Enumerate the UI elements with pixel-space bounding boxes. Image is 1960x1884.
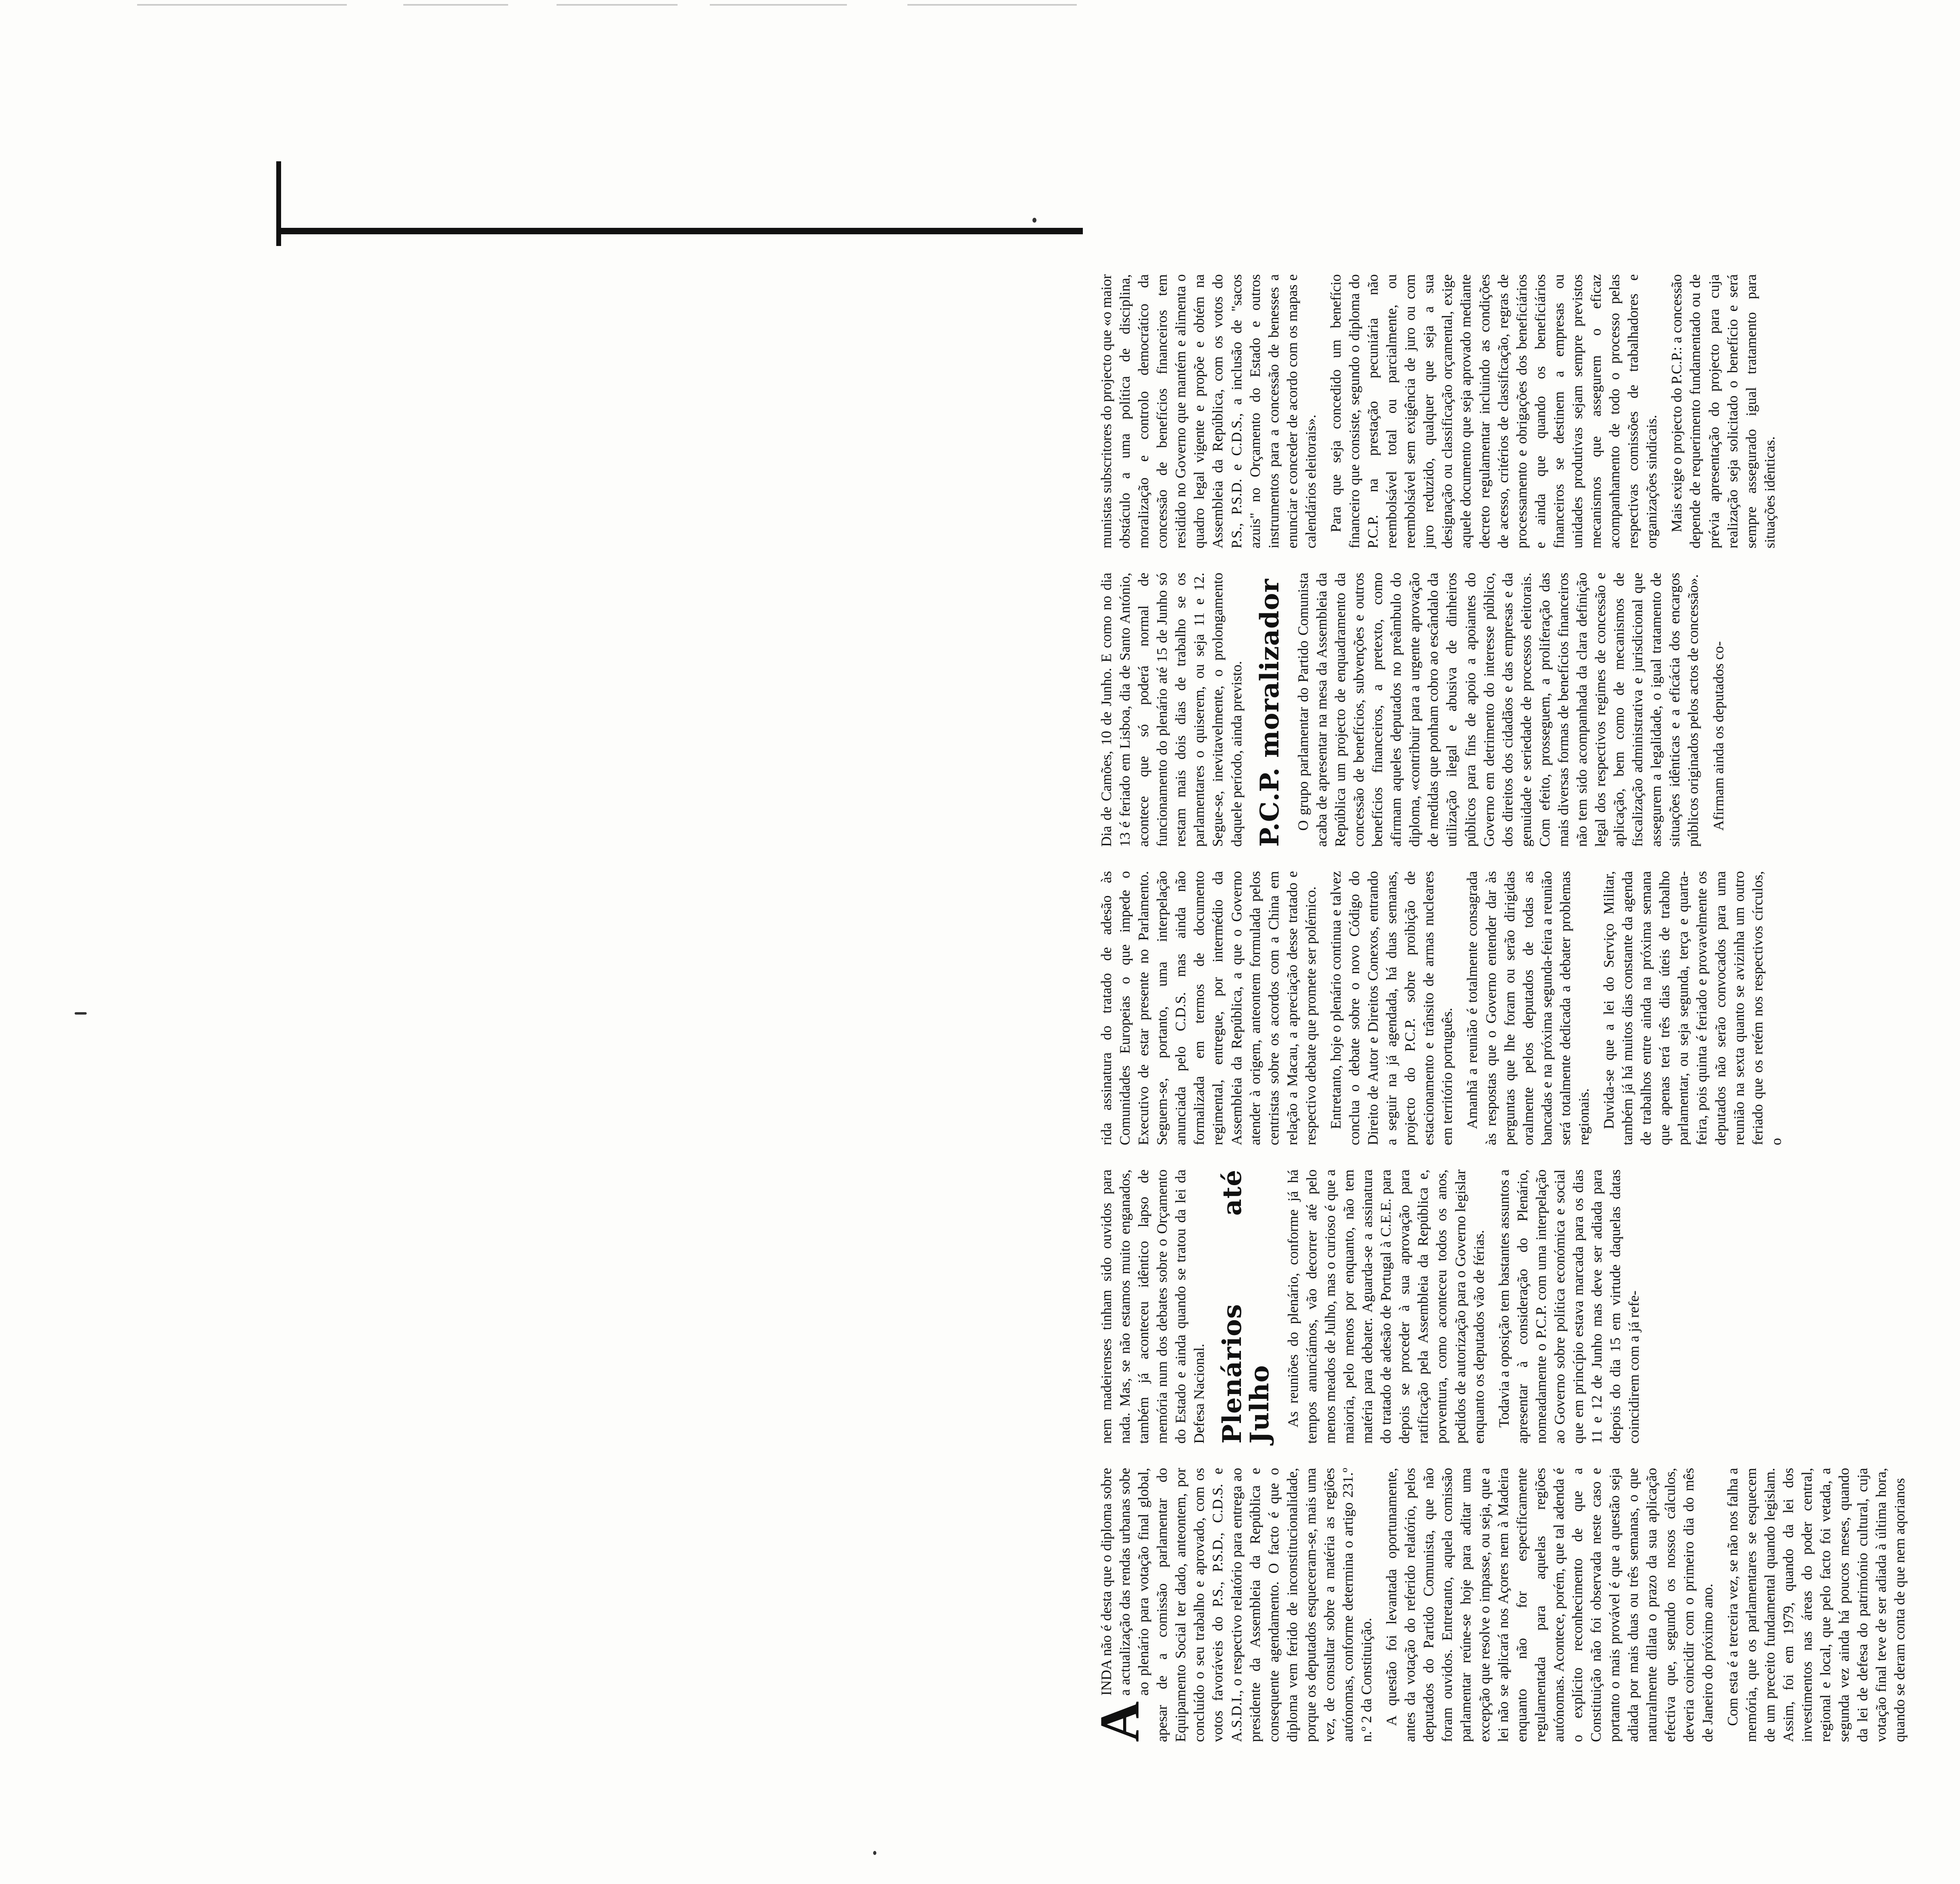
paragraph: Para que seja concedido um benefício financeiro que consiste, segundo o diploma do P.C.P. na prestação pecuniária não reembolsável total ou parcialmente, ou reembolsável sem exigência de juro ou com juro reduzido, qualquer que seja a sua designação ou classificação orçamental, exige aquele documento que seja aprovado mediante decreto regulamentar incluindo as condições de acesso, critérios de classificação, regras de processamento e obrigações dos beneficiários e ainda que quando os beneficiários financeiros se destinem a empresas ou unidades produtivas sejam sempre previstos mecanismos que assegurem o eficaz acompanhamento de todo o processo pelas respectivas comissões de trabalhadores e organizações sindicais. — [1327, 274, 1660, 548]
scan-speck — [75, 1012, 87, 1015]
paragraph: O grupo parlamentar do Partido Comunista acaba de apresentar na mesa da Assembleia da República um projecto de enquadramento da concessão de benefícios, subvenções e outros benefícios financeiros, a pretexto, como afirmam aqueles deputados no preâmbulo do diploma, «contribuir para a urgente aprovação de medidas que ponham cobro ao escândalo da utilização ilegal e abusiva de dinheiros públicos para fins de apoio a apoiantes do Governo em detrimento do interesse público, dos direitos dos cidadãos e das empresas e da genuidade e seriedade de processos eleitorais. Com efeito, prosseguem, a proliferação das mais diversas formas de benefícios financeiros não tem sido acompanhada da clara definição legal dos respectivos regimes de concessão e aplicação, bem como de mecanismos de fiscalização administrativa e jurisdicional que assegurem a legalidade, o igual tratamento de situações idênticas e a eficácia dos encargos públicos originados pelos actos de concessão». — [1295, 573, 1701, 847]
article-column-3 — [1097, 871, 1960, 1145]
paragraph: nem madeirenses tinham sido ouvidos para nada. Mas, se não estamos muito enganados, também já aconteceu idêntico lapso de memória num dos debates sobre o Orçamento do Estado e ainda quando se tratou da lei da Defesa Nacional. — [1098, 1169, 1207, 1444]
subheading: Plenários até Julho — [1217, 1169, 1275, 1444]
paragraph: rida assinatura do tratado de adesão às Comunidades Europeias o que impede o Executivo de estar presente no Parlamento. Seguem-se, portanto, uma interpelação anunciada pelo C.D.S. mas ainda não formalizada em termos de documento regimental, entregue, por intermédio da Assembleia da República, a que o Governo atender à origem, anteontem formulada pelos centristas sobre os acordos com a China em relação a Macau, a apreciação desse tratado e respectivo debate que promete ser polémico. — [1098, 871, 1319, 1145]
paragraph: Com esta é a terceira vez, se não nos falha a memória, que os parlamentares se esquecem de um preceito fundamental quando legislam. Assim, foi em 1979, quando da lei dos investimentos nas áreas do poder central, regional e local, que pelo facto foi vetada, a segunda vez ainda há poucos meses, quando da lei de defesa do património cultural, cuja votação final teve de ser adiada à última hora, quando se deram conta de que nem aqorianos — [1724, 1468, 1908, 1742]
paragraph: Entretanto, hoje o plenário continua e talvez conclua o debate sobre o novo Código do Direito de Autor e Direitos Conexos, entrando a seguir na já agendada, há duas semanas, projecto do P.C.P. sobre proibição de estacionamento e trânsito de armas nucleares em território português. — [1327, 871, 1455, 1145]
clipping-horizontal-rule — [276, 228, 1083, 234]
article-column-1 — [1088, 1468, 1960, 1742]
article-column-2 — [1097, 1169, 1960, 1444]
scan-edge — [0, 0, 1323, 12]
paragraph: As reuniões do plenário, conforme já há tempos anunciámos, vão decorrer até pelo menos meados de Julho, mas o curioso é que a maioria, pelo menos por enquanto, não tem matéria para debater. Aguarda-se a assinatura do tratado de adesão de Portugal à C.E.E. para depois se proceder à sua aprovação para ratificação pela Assembleia da República e, porventura, como aconteceu todos os anos, pedidos de autorização para o Governo legislar enquanto os deputados vão de férias. — [1284, 1169, 1487, 1444]
drop-cap: A — [1088, 1701, 1151, 1742]
newspaper-article — [1088, 242, 1960, 1742]
paragraph: A questão foi levantada oportunamente, antes da votação do referido relatório, pelos deputados do Partido Comunista, que não foram ouvidos. Entretanto, aquela comissão parlamentar reúne-se hoje para aditar uma excepção que resolve o impasse, ou seja, que a lei não se aplicará nos Açores nem à Madeira enquanto não for especificamente regulamentada para aquelas regiões autónomas. Acontece, porém, que tal adenda é o explícito reconhecimento de que a Constituição não foi observada neste caso e portanto o mais provável é que a questão seja adiada por mais duas ou três semanas, o que naturalmente dilata o prazo da sua aplicação efectiva que, segundo os nossos cálculos, deveria coincidir com o primeiro dia do mês de Janeiro do próximo ano. — [1383, 1468, 1716, 1742]
article-column-5 — [1097, 274, 1960, 548]
paragraph: Duvida-se que a lei do Serviço Militar, também já há muitos dias constante da agenda de trabalhos entre ainda na próxima semana que apenas terá três dias úteis de trabalho parlamentar, ou seja segunda, terça e quarta-feira, pois quinta é feriado e provavelmente os deputados não serão convocados para uma reunião na sexta quanto se avizinha um outro feriado que os retém nos respectivos círculos, o — [1601, 871, 1784, 1145]
paragraph: Afirmam ainda os deputados co- — [1710, 641, 1726, 831]
scan-speck — [873, 1851, 876, 1855]
article-column-4 — [1097, 573, 1960, 847]
paragraph: Dia de Camões, 10 de Junho. E como no dia 13 é feriado em Lisboa, dia de Santo António, acontece que só poderá normal de funcionamento do plenário até 15 de Junho só restam mais dois dias de trabalho se os parlamentares o quiserem, ou seja 11 e 12. Segue-se, inevitavelmente, o prolongamento daquele período, ainda previsto. — [1098, 573, 1245, 847]
paragraph: Todavia a oposição tem bastantes assuntos a apresentar à consideração do Plenário, nomeadamente o P.C.P. com uma interpelação ao Governo sobre política económica e social que em princípio estava marcada para os dias 11 e 12 de Junho mas deve ser adiada para depois do dia 15 em virtude daquelas datas coincidirem com a já refe- — [1495, 1169, 1642, 1444]
paragraph: Amanhã a reunião é totalmente consagrada às respostas que o Governo entender dar às perguntas que lhe foram ou serão dirigidas oralmente pelos deputados de todas as bancadas e na próxima segunda-feira a reunião será totalmente dedicada a debater problemas regionais. — [1464, 871, 1592, 1145]
subheading: P.C.P. moralizador — [1254, 578, 1285, 847]
paragraph-text: INDA não é desta que o diploma sobre a actualização das rendas urbanas sobe ao plenário para votação final global, apesar de a comissão parlamentar do Equipamento Social ter dado, anteontem, por concluído o seu trabalho e aprovado, com os votos favoráveis do P.S., P.S.D., C.D.S. e A.S.D.I., o respectivo relatório para entrega ao presidente da Assembleia da República e consequente agendamento. O facto é que o diploma vem ferido de inconstitucionalidade, porque os deputados esqueceram-se, mais uma vez, de consultar sobre a matéria as regiões autónomas, conforme determina o artigo 231.º n.º 2 da Constituição. — [1098, 1468, 1375, 1742]
scan-speck — [1032, 218, 1036, 223]
paragraph: Mais exige o projecto do P.C.P.: a concessão depende de requerimento fundamentado ou de prévia apresentação do projecto para cuja realização seja solicitado o benefício e será sempre assegurado igual tratamento para situações idênticas. — [1668, 274, 1778, 548]
paragraph: munistas subscritores do projecto que «o maior obstáculo a uma política de disciplina, moralização e controlo democrático da concessão de benefícios financeiros tem residido no Governo que mantém e alimenta o quadro legal vigente e propõe e obtém na Assembleia da República, com os votos do P.S., P.S.D. e C.D.S., a inclusão de "sacos azuis" no Orçamento do Estado e outros instrumentos para a concessão de benesses a enunciar e conceder de acordo com os mapas e calendários eleitorais». — [1098, 274, 1319, 548]
paragraph — [1088, 1468, 1376, 1742]
